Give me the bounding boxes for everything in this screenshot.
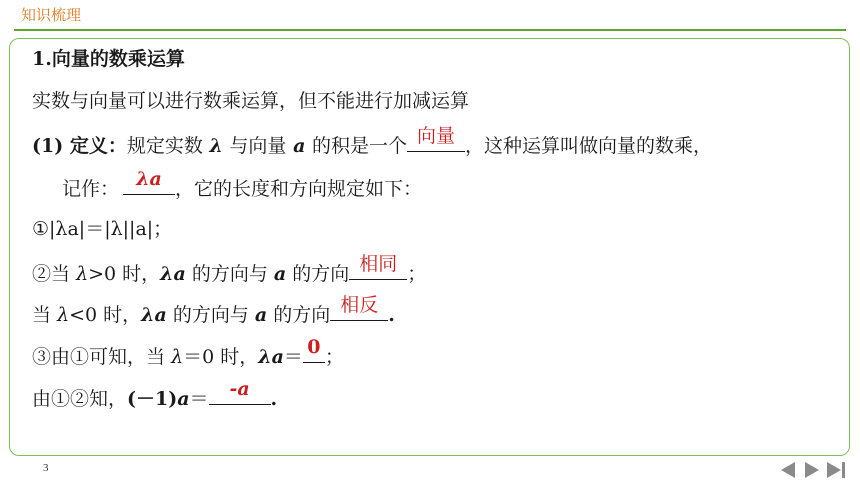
notation-line: [62, 168, 423, 201]
rule3-text-d: 的方向: [273, 304, 331, 326]
rule3-text-c: 的方向与: [172, 304, 249, 326]
answer-blank-opposite: [330, 294, 388, 321]
rule4-text-a: ③由①可知，当: [32, 346, 166, 368]
rule-3: [32, 294, 395, 327]
answer-blank-same: [349, 253, 407, 280]
rule4-end: ；: [324, 346, 344, 368]
previous-slide-button[interactable]: [779, 461, 797, 479]
rule-4: [32, 336, 344, 369]
answer-blank-vector: [407, 125, 465, 152]
rule3-text-b: <0 时，: [69, 304, 142, 326]
definition-line: [32, 125, 713, 158]
lambda-a: λa: [160, 263, 186, 285]
lambda-a: λa: [258, 346, 284, 368]
rule-1: ①|λa|＝|λ||a|；: [32, 218, 173, 240]
lambda-symbol: λ: [76, 263, 89, 285]
skip-end-icon: [827, 462, 845, 478]
def-text-d: ，这种运算叫做向量的数乘，: [465, 135, 713, 157]
page-number: 3: [43, 462, 49, 474]
rule2-text-b: >0 时，: [88, 263, 161, 285]
header-title: 知识梳理: [21, 6, 82, 24]
rule5-text-b: (－1): [127, 388, 178, 410]
definition-label: (1) 定义：: [32, 135, 127, 157]
rule3-end: .: [388, 304, 395, 326]
rule2-end: ；: [407, 263, 427, 285]
header-divider: [14, 29, 846, 31]
def-text-b: 与向量: [229, 135, 287, 157]
answer-notation: λa: [136, 168, 162, 190]
answer-blank-zero: [303, 336, 325, 363]
triangle-left-icon: [781, 462, 795, 478]
def-text-c: 的积是一个: [312, 135, 408, 157]
rule-2: [32, 253, 427, 286]
rule2-text-d: 的方向: [292, 263, 350, 285]
section-title: 1.向量的数乘运算: [32, 48, 185, 70]
rule5-text-a: 由①②知，: [32, 388, 128, 410]
lambda-symbol: λ: [57, 304, 70, 326]
answer-neg-a: -a: [229, 378, 250, 400]
last-slide-button[interactable]: [827, 461, 845, 479]
rule5-text-c: ＝: [189, 388, 209, 410]
vector-a: a: [177, 388, 190, 410]
intro-line: 实数与向量可以进行数乘运算，但不能进行加减运算: [32, 90, 470, 112]
answer-zero: 0: [307, 336, 321, 358]
vector-a: a: [254, 304, 268, 326]
lambda-symbol: λ: [209, 135, 223, 157]
answer-same: 相同: [359, 253, 398, 275]
rule2-text-a: ②当: [32, 263, 71, 285]
rule4-text-b: ＝0 时，: [183, 346, 259, 368]
notation-text: ，它的长度和方向规定如下：: [175, 178, 423, 200]
answer-blank-notation: [123, 168, 175, 195]
lambda-symbol: λ: [171, 346, 184, 368]
def-text-a: 规定实数: [126, 135, 203, 157]
rule4-text-c: ＝: [283, 346, 303, 368]
rule2-text-c: 的方向与: [191, 263, 268, 285]
answer-vector: 向量: [417, 125, 456, 147]
vector-a: a: [293, 135, 306, 157]
next-slide-button[interactable]: [803, 461, 821, 479]
rule3-text-a: 当: [32, 304, 52, 326]
rule5-end: .: [270, 388, 278, 410]
rule-5: [32, 378, 278, 411]
triangle-right-icon: [805, 462, 819, 478]
vector-a: a: [273, 263, 287, 285]
notation-label: 记作：: [62, 178, 120, 200]
answer-blank-neg-a: [209, 378, 271, 405]
answer-opposite: 相反: [340, 294, 379, 316]
lambda-a: λa: [141, 304, 167, 326]
